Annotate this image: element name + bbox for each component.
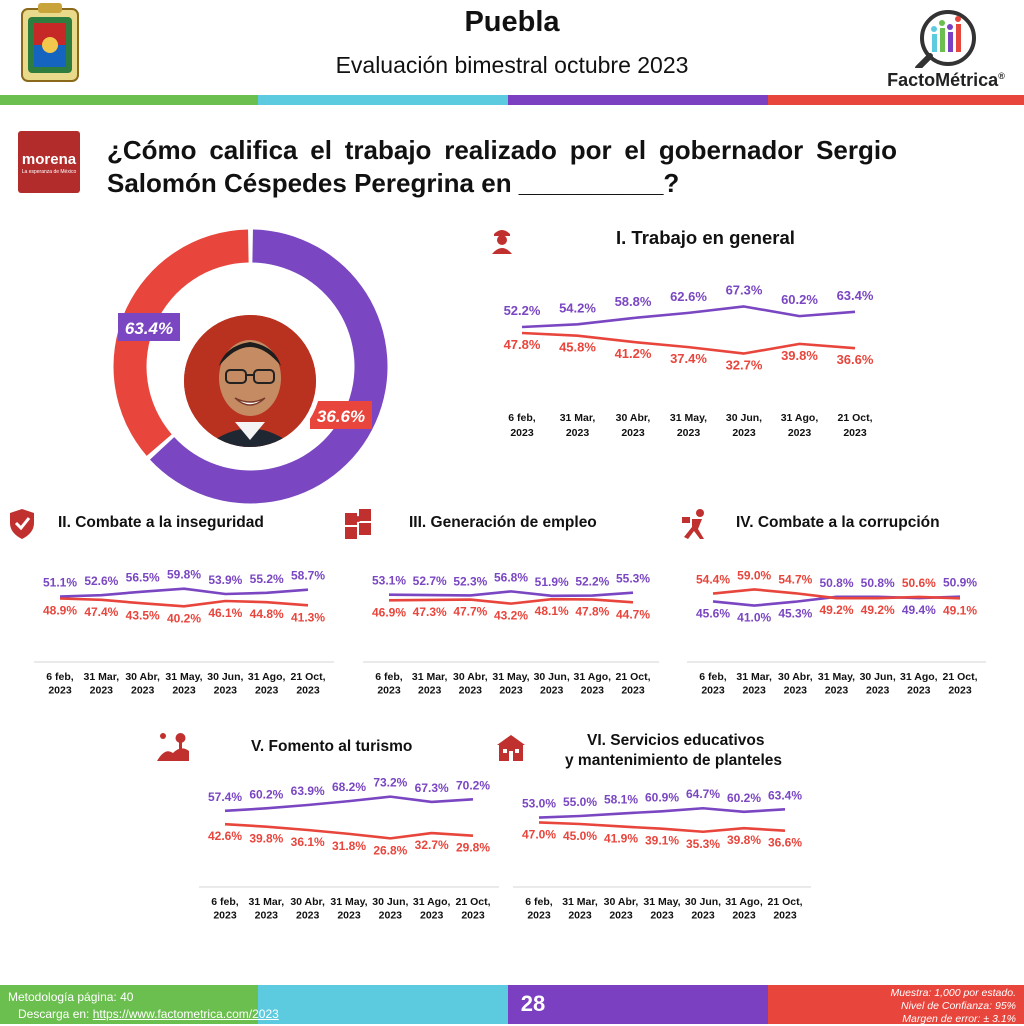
data-label: 47.4% [84,604,119,619]
data-label: 47.3% [412,604,447,619]
data-label: 58.1% [603,792,639,807]
party-logo [18,131,80,193]
data-label: 56.8% [493,570,529,585]
download-label: Descarga en: [18,1007,90,1021]
panel-title: V. Fomento al turismo [251,738,413,755]
data-label: 52.6% [84,574,119,589]
x-tick-label: 30 Abr, 2023 [778,671,813,697]
color-bar-segment [768,95,1024,105]
data-label: 47.7% [453,604,488,619]
data-label: 39.8% [781,347,818,363]
data-label: 50.9% [942,575,978,590]
data-label: 36.1% [290,835,325,850]
brand-logo [878,8,1014,92]
chart-combate-corrupcion [678,505,1024,705]
x-tick-label: 31 Ago, 2023 [900,671,938,697]
x-tick-label: 30 Jun, 2023 [372,896,409,922]
x-tick-label: 31 Mar, 2023 [248,896,285,922]
approval-donut-chart [113,229,388,504]
chart-fomento-turismo [155,725,500,925]
data-label: 54.4% [695,572,731,587]
data-label: 52.3% [453,574,488,589]
data-label: 36.6% [836,352,874,368]
data-label: 35.3% [685,836,721,851]
series-line-approve [389,591,633,595]
data-label: 32.7% [414,838,449,853]
footer-bar-segment [258,985,508,1024]
panel-title: VI. Servicios educativos y mantenimiento de planteles [565,732,783,769]
data-label: 36.6% [767,835,803,850]
data-label: 58.8% [614,294,652,310]
x-tick-label: 31 May, 2023 [165,671,203,697]
data-label: 56.5% [125,570,160,585]
x-tick-label: 31 May, 2023 [643,896,681,922]
data-label: 54.7% [778,572,813,587]
data-label: 51.9% [534,574,569,589]
data-label: 68.2% [331,780,367,795]
data-label: 44.8% [249,607,284,622]
color-bar-segment [508,95,768,105]
x-tick-label: 30 Abr, 2023 [615,412,651,439]
data-label: 47.8% [503,336,541,352]
data-label: 48.9% [42,603,78,618]
series-line-approve [60,589,308,597]
color-bar-segment [0,95,258,105]
color-bar-top [0,95,1024,105]
x-tick-label: 21 Oct, 2023 [767,896,803,922]
data-label: 63.9% [290,783,325,798]
donut-label: 36.6% [316,407,366,426]
x-tick-label: 30 Jun, 2023 [725,412,763,439]
x-tick-label: 30 Abr, 2023 [125,671,160,697]
confidence-note: Nivel de Confianza: 95% [901,1000,1016,1012]
x-tick-label: 6 feb, 2023 [375,671,403,697]
data-label: 31.8% [331,838,367,853]
data-label: 26.8% [373,843,408,858]
landscape-icon [157,733,189,761]
methodology-note: Metodología página: 40 [8,990,134,1004]
x-tick-label: 21 Oct, 2023 [290,671,326,697]
data-label: 60.2% [726,790,762,805]
chart-trabajo-general [470,212,900,452]
data-label: 49.4% [901,603,936,618]
governor-photo [179,310,321,452]
worker-icon [492,230,512,254]
party-tagline: La esperanza de México [21,169,77,175]
x-tick-label: 30 Abr, 2023 [603,896,639,922]
series-line-disapprove [713,589,960,598]
data-label: 44.7% [615,607,651,622]
data-label: 63.4% [767,788,803,803]
data-label: 64.7% [685,787,721,802]
x-tick-label: 31 Mar, 2023 [411,671,448,697]
x-tick-label: 31 May, 2023 [330,896,368,922]
shield-icon [10,509,34,539]
party-name: morena [21,151,77,168]
panel-title: II. Combate a la inseguridad [58,514,264,531]
donut-label: 63.4% [124,319,174,338]
data-label: 45.6% [695,606,731,621]
data-label: 42.6% [207,829,243,844]
data-label: 45.0% [562,829,598,843]
x-tick-label: 31 Ago, 2023 [725,896,763,922]
brand-name: FactoMétrica® [887,70,1005,90]
page-title: Puebla [464,6,560,38]
data-label: 55.3% [615,571,651,586]
data-label: 48.1% [534,604,569,619]
panel-combate-corrupcion [678,505,1024,705]
x-tick-label: 21 Oct, 2023 [455,896,491,922]
data-label: 43.5% [125,608,160,623]
data-label: 54.2% [559,300,596,316]
margin-of-error-note: Margen de error: ± 3.1% [902,1013,1016,1025]
chart-generacion-empleo [343,505,678,705]
data-label: 63.4% [836,287,874,303]
data-label: 47.8% [575,604,610,619]
x-tick-label: 21 Oct, 2023 [837,412,873,439]
puzzle-icon [345,509,371,539]
data-label: 52.7% [412,574,447,589]
data-label: 45.3% [778,606,813,621]
data-label: 52.2% [503,303,541,319]
data-label: 67.3% [725,282,763,298]
page-subtitle: Evaluación bimestral octubre 2023 [335,52,689,78]
data-label: 53.0% [521,796,557,811]
data-label: 41.2% [614,345,652,361]
data-label: 39.1% [644,833,680,848]
data-label: 49.1% [942,603,978,618]
data-label: 50.8% [819,575,854,590]
series-line-approve [539,808,785,817]
data-label: 41.3% [290,610,326,625]
panel-servicios-educativos [495,725,835,925]
school-icon [497,735,525,761]
x-tick-label: 6 feb, 2023 [525,896,553,922]
data-label: 46.1% [208,606,243,621]
data-label: 46.9% [371,605,407,620]
x-tick-label: 31 May, 2023 [492,671,530,697]
runner-icon [682,509,704,539]
sample-size-note: Muestra: 1,000 por estado. [890,987,1016,999]
x-tick-label: 31 Mar, 2023 [736,671,772,697]
x-tick-label: 30 Abr, 2023 [453,671,488,697]
x-tick-label: 21 Oct, 2023 [615,671,651,697]
data-label: 67.3% [414,780,449,795]
data-label: 37.4% [670,351,707,367]
x-tick-label: 31 May, 2023 [669,412,708,439]
x-tick-label: 6 feb, 2023 [46,671,74,697]
panel-title: III. Generación de empleo [409,514,597,531]
panel-title: I. Trabajo en general [616,227,795,248]
data-label: 70.2% [455,778,491,793]
data-label: 57.4% [207,789,243,804]
data-label: 60.2% [781,292,818,308]
x-tick-label: 31 Ago, 2023 [780,412,819,439]
x-tick-label: 6 feb, 2023 [508,412,536,439]
x-tick-label: 31 Ago, 2023 [412,896,451,922]
x-tick-label: 21 Oct, 2023 [942,671,978,697]
series-line-disapprove [389,599,633,603]
x-tick-label: 6 feb, 2023 [699,671,727,697]
panel-title: IV. Combate a la corrupción [736,514,940,531]
sample-notes [891,987,1017,1026]
data-label: 62.6% [670,288,707,304]
x-tick-label: 31 Ago, 2023 [247,671,286,697]
chart-combate-inseguridad [8,505,343,705]
x-tick-label: 30 Jun, 2023 [207,671,244,697]
x-tick-label: 31 Mar, 2023 [562,896,598,922]
x-tick-label: 31 Mar, 2023 [559,412,596,439]
data-label: 39.8% [726,833,762,848]
data-label: 53.1% [371,573,407,588]
data-label: 58.7% [290,568,326,583]
data-label: 59.8% [166,567,202,582]
x-tick-label: 30 Jun, 2023 [859,671,896,697]
data-label: 52.2% [575,574,610,589]
data-label: 49.2% [860,603,895,618]
data-label: 49.2% [819,603,854,618]
data-label: 39.8% [249,831,284,846]
download-note [18,1007,279,1021]
data-label: 41.0% [737,610,772,625]
x-tick-label: 6 feb, 2023 [211,896,239,922]
data-label: 41.9% [603,831,639,846]
data-label: 47.0% [521,827,557,842]
data-label: 51.1% [42,575,78,590]
data-label: 45.8% [559,339,596,355]
data-label: 29.8% [455,840,491,855]
x-tick-label: 30 Abr, 2023 [290,896,325,922]
data-label: 59.0% [737,568,772,583]
color-bar-segment [258,95,508,105]
data-label: 50.6% [901,575,936,590]
download-link[interactable]: https://www.factometrica.com/2023 [92,1007,279,1021]
x-tick-label: 30 Jun, 2023 [684,896,722,922]
page-number: 28 [520,991,546,1016]
data-label: 55.2% [249,571,284,586]
x-tick-label: 31 Mar, 2023 [83,671,120,697]
panel-trabajo-general [470,212,900,452]
data-label: 73.2% [373,775,408,790]
chart-servicios-educativos [495,725,835,925]
x-tick-label: 31 Ago, 2023 [573,671,612,697]
panel-fomento-turismo [155,725,500,925]
data-label: 50.8% [860,575,895,590]
data-label: 60.9% [644,790,680,805]
panel-combate-inseguridad [8,505,343,705]
panel-generacion-empleo [343,505,678,705]
x-tick-label: 30 Jun, 2023 [533,671,570,697]
data-label: 53.9% [208,572,243,587]
survey-question: ¿Cómo califica el trabajo realizado por el gobernador Sergio Salomón Céspedes Peregrina en __________? [107,135,897,198]
data-label: 40.2% [166,611,202,626]
x-tick-label: 31 May, 2023 [817,671,856,697]
data-label: 43.2% [493,608,529,623]
data-label: 55.0% [562,795,598,809]
data-label: 32.7% [725,357,763,373]
data-label: 60.2% [249,787,284,802]
